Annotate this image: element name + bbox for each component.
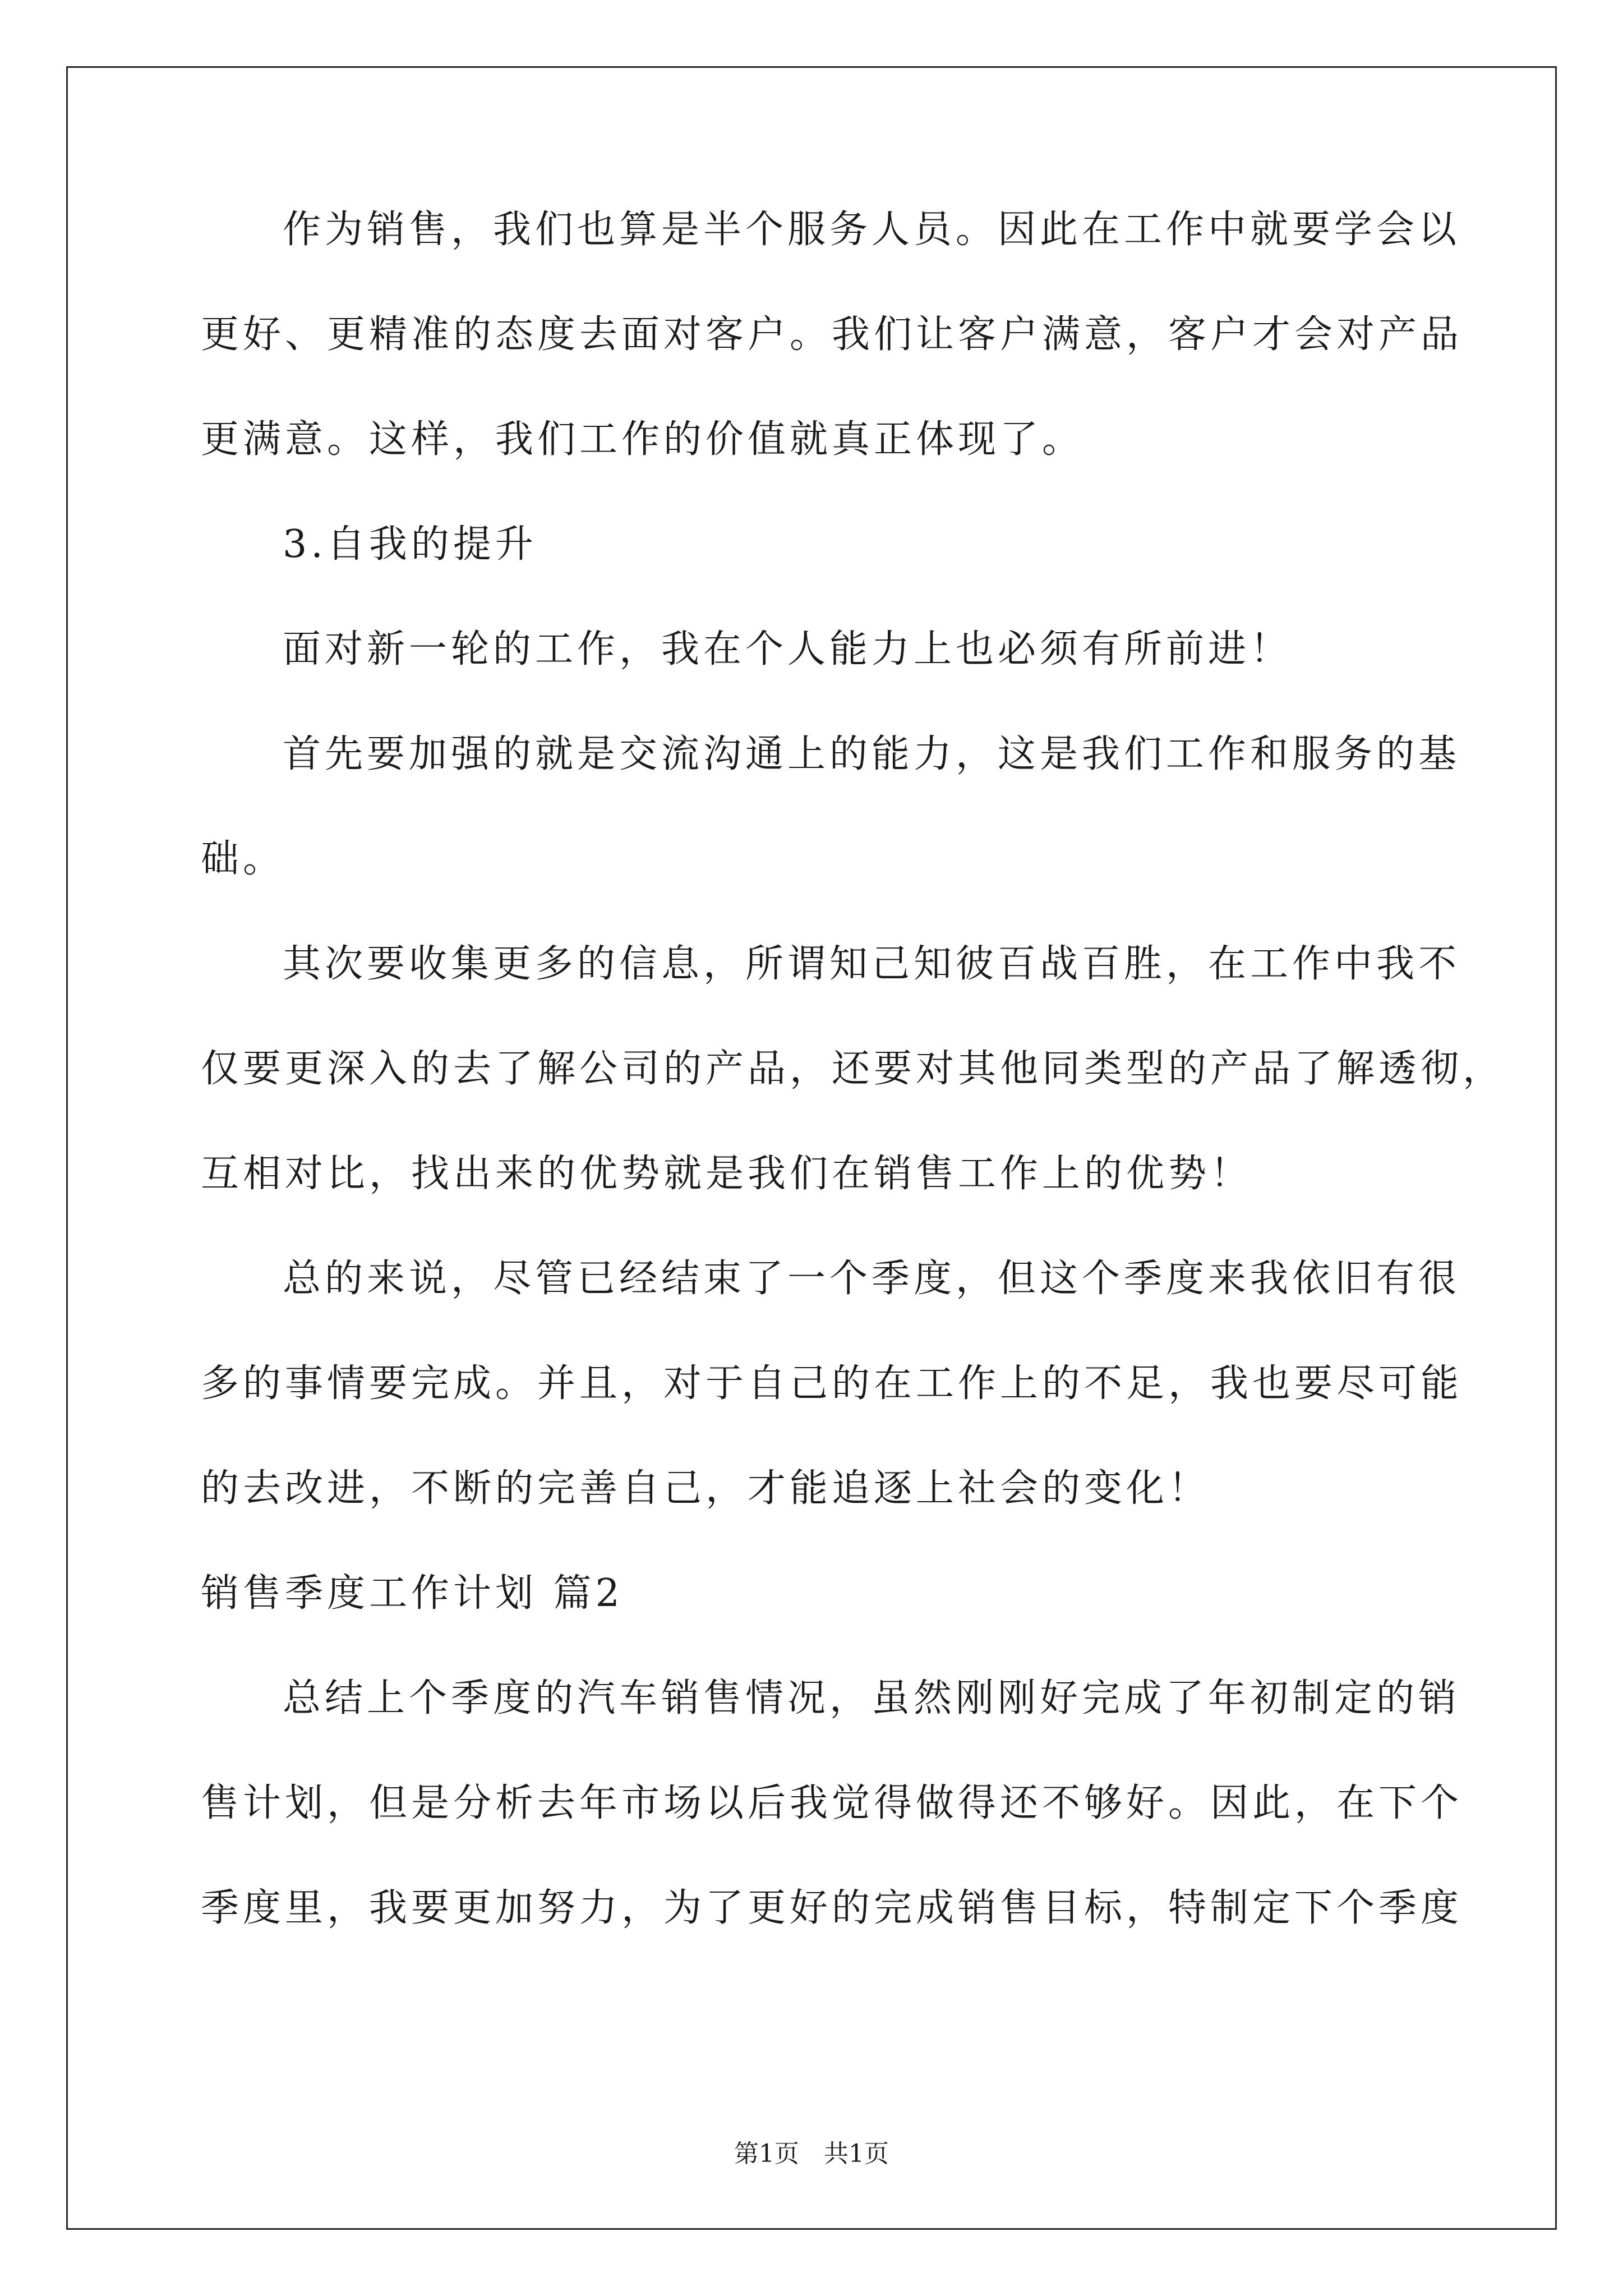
- paragraph-line: 更好、更精准的态度去面对客户。我们让客户满意，客户才会对产品: [201, 312, 1463, 357]
- paragraph-line: 作为销售，我们也算是半个服务人员。因此在工作中就要学会以: [283, 208, 1461, 252]
- page-footer: 第1页 共1页: [734, 2139, 889, 2168]
- paragraph-line: 其次要收集更多的信息，所谓知己知彼百战百胜，在工作中我不: [283, 942, 1461, 986]
- paragraph-line: 面对新一轮的工作，我在个人能力上也必须有所前进！: [283, 627, 1293, 671]
- paragraph-line: 仅要更深入的去了解公司的产品，还要对其他同类型的产品了解透彻，: [201, 1047, 1505, 1091]
- paragraph-line: 多的事情要完成。并且，对于自己的在工作上的不足，我也要尽可能: [201, 1361, 1463, 1406]
- paragraph-line: 础。: [201, 837, 285, 881]
- paragraph-line: 季度里，我要更加努力，为了更好的完成销售目标，特制定下个季度: [201, 1886, 1463, 1930]
- paragraph-line: 首先要加强的就是交流沟通上的能力，这是我们工作和服务的基: [283, 732, 1461, 776]
- paragraph-line: 更满意。这样，我们工作的价值就真正体现了。: [201, 417, 1085, 462]
- paragraph-line: 总结上个季度的汽车销售情况，虽然刚刚好完成了年初制定的销: [283, 1676, 1461, 1720]
- article-title: 销售季度工作计划 篇2: [201, 1571, 624, 1616]
- paragraph-line: 互相对比，找出来的优势就是我们在销售工作上的优势！: [201, 1152, 1253, 1196]
- section-heading: 3.自我的提升: [283, 522, 537, 567]
- paragraph-line: 售计划，但是分析去年市场以后我觉得做得还不够好。因此，在下个: [201, 1781, 1463, 1825]
- paragraph-line: 的去改进，不断的完善自己，才能追逐上社会的变化！: [201, 1466, 1211, 1511]
- paragraph-line: 总的来说，尽管已经结束了一个季度，但这个季度来我依旧有很: [283, 1257, 1461, 1301]
